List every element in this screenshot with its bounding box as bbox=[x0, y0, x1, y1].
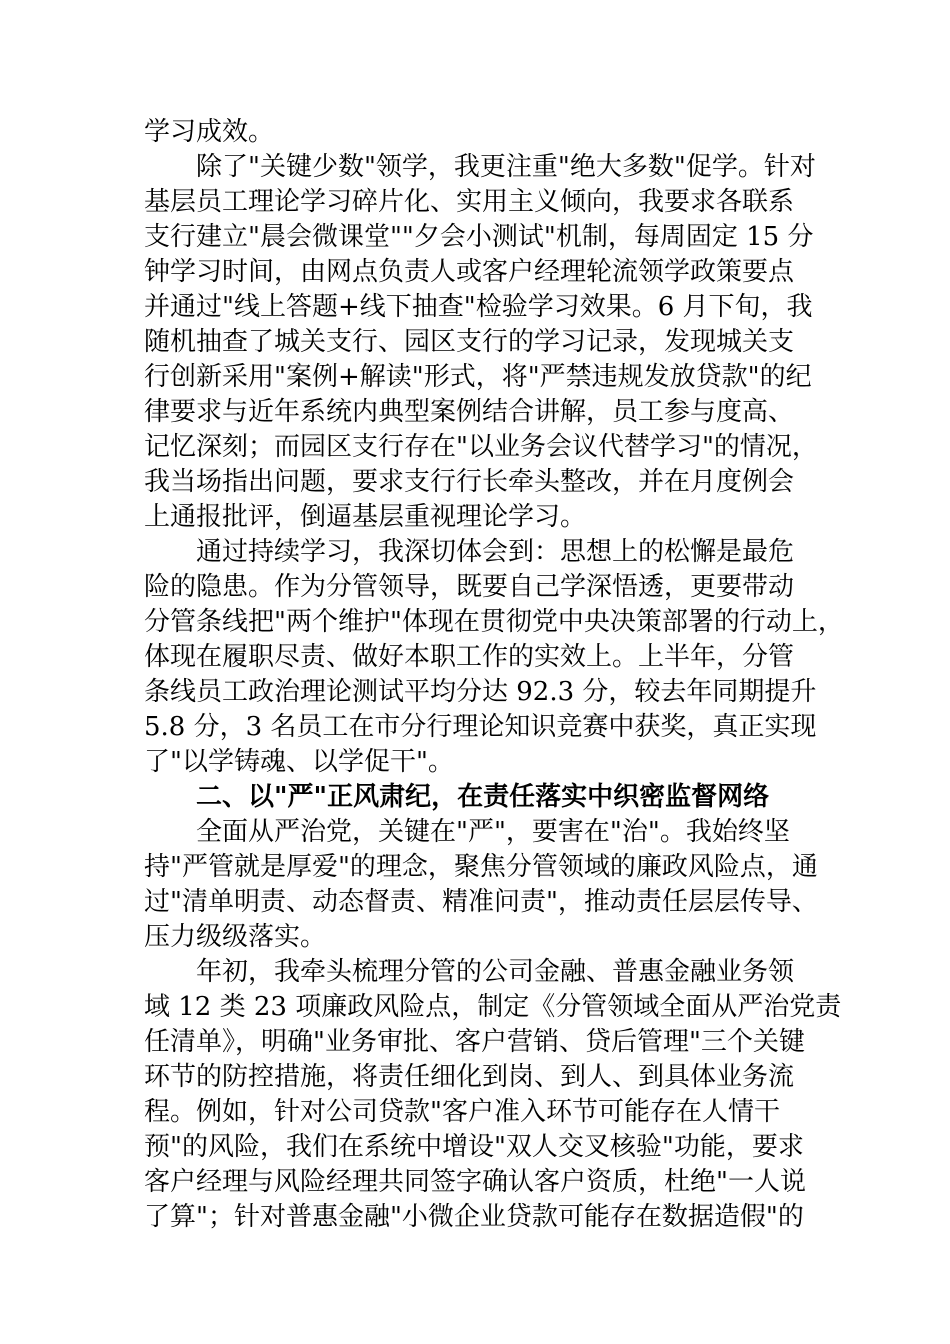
line-text: 二、以"严"正风肃纪，在责任落实中织密监督网络 bbox=[196, 782, 770, 812]
text-line bbox=[144, 1165, 844, 1200]
line-text: 行创新采用"案例+解读"形式，将"严禁违规发放贷款"的纪 bbox=[144, 362, 812, 392]
line-text: 持"严管就是厚爱"的理念，聚焦分管领域的廉政风险点，通 bbox=[144, 852, 818, 882]
line-text: 除了"关键少数"领学，我更注重"绝大多数"促学。针对 bbox=[196, 152, 816, 182]
text-line bbox=[144, 745, 844, 780]
line-text: 环节的防控措施，将责任细化到岗、到人、到具体业务流 bbox=[144, 1062, 795, 1092]
line-text: 律要求与近年系统内典型案例结合讲解，员工参与度高、 bbox=[144, 397, 795, 427]
text-line bbox=[144, 290, 844, 325]
line-text: 分管条线把"两个维护"体现在贯彻党中央决策部署的行动上， bbox=[144, 607, 844, 637]
text-line bbox=[144, 220, 844, 255]
text-line bbox=[144, 500, 844, 535]
text-line bbox=[144, 605, 844, 640]
text-line bbox=[144, 920, 844, 955]
line-text: 上通报批评，倒逼基层重视理论学习。 bbox=[144, 502, 587, 532]
line-text: 了"以学铸魂、以学促干"。 bbox=[144, 747, 454, 777]
line-text: 程。例如，针对公司贷款"客户准入环节可能存在人情干 bbox=[144, 1097, 780, 1127]
line-text: 我当场指出问题，要求支行行长牵头整改，并在月度例会 bbox=[144, 467, 795, 497]
text-line bbox=[144, 1200, 844, 1235]
line-text: 条线员工政治理论测试平均分达 92.3 分，较去年同期提升 bbox=[144, 677, 817, 707]
line-text: 体现在履职尽责、做好本职工作的实效上。上半年，分管 bbox=[144, 642, 795, 672]
text-line bbox=[144, 430, 844, 465]
text-line bbox=[144, 255, 844, 290]
line-text: 支行建立"晨会微课堂""夕会小测试"机制，每周固定 15 分 bbox=[144, 222, 814, 252]
text-line bbox=[144, 710, 844, 745]
line-text: 基层员工理论学习碎片化、实用主义倾向，我要求各联系 bbox=[144, 187, 795, 217]
line-text: 随机抽查了城关支行、园区支行的学习记录，发现城关支 bbox=[144, 327, 795, 357]
text-line bbox=[144, 885, 844, 920]
text-line bbox=[144, 535, 844, 570]
line-text: 年初，我牵头梳理分管的公司金融、普惠金融业务领 bbox=[196, 957, 795, 987]
text-line bbox=[144, 325, 844, 360]
line-text: 全面从严治党，关键在"严"，要害在"治"。我始终坚 bbox=[196, 817, 790, 847]
text-line bbox=[144, 1025, 844, 1060]
text-line bbox=[144, 150, 844, 185]
line-text: 学习成效。 bbox=[144, 117, 275, 147]
text-line bbox=[144, 395, 844, 430]
text-line bbox=[144, 115, 844, 150]
line-text: 预"的风险，我们在系统中增设"双人交叉核验"功能，要求 bbox=[144, 1132, 804, 1162]
text-line bbox=[144, 1060, 844, 1095]
text-line bbox=[144, 1130, 844, 1165]
line-text: 钟学习时间，由网点负责人或客户经理轮流领学政策要点 bbox=[144, 257, 795, 287]
text-line bbox=[144, 360, 844, 395]
text-line bbox=[144, 990, 844, 1025]
line-text: 险的隐患。作为分管领导，既要自己学深悟透，更要带动 bbox=[144, 572, 795, 602]
line-text: 域 12 类 23 项廉政风险点，制定《分管领域全面从严治党责 bbox=[144, 992, 842, 1022]
document-body bbox=[144, 115, 844, 1235]
section-heading bbox=[144, 780, 844, 815]
text-line bbox=[144, 465, 844, 500]
text-line bbox=[144, 185, 844, 220]
text-line bbox=[144, 815, 844, 850]
line-text: 客户经理与风险经理共同签字确认客户资质，杜绝"一人说 bbox=[144, 1167, 806, 1197]
line-text: 任清单》，明确"业务审批、客户营销、贷后管理"三个关键 bbox=[144, 1027, 805, 1057]
text-line bbox=[144, 570, 844, 605]
line-text: 记忆深刻；而园区支行存在"以业务会议代替学习"的情况， bbox=[144, 432, 818, 462]
text-line bbox=[144, 640, 844, 675]
text-line bbox=[144, 1095, 844, 1130]
line-text: 5.8 分，3 名员工在市分行理论知识竞赛中获奖，真正实现 bbox=[144, 712, 817, 742]
line-text: 通过持续学习，我深切体会到：思想上的松懈是最危 bbox=[196, 537, 795, 567]
line-text: 压力级级落实。 bbox=[144, 922, 327, 952]
line-text: 了算"；针对普惠金融"小微企业贷款可能存在数据造假"的 bbox=[144, 1202, 804, 1232]
line-text: 并通过"线上答题+线下抽查"检验学习效果。6 月下旬，我 bbox=[144, 292, 813, 322]
text-line bbox=[144, 675, 844, 710]
text-line bbox=[144, 955, 844, 990]
line-text: 过"清单明责、动态督责、精准问责"，推动责任层层传导、 bbox=[144, 887, 818, 917]
text-line bbox=[144, 850, 844, 885]
